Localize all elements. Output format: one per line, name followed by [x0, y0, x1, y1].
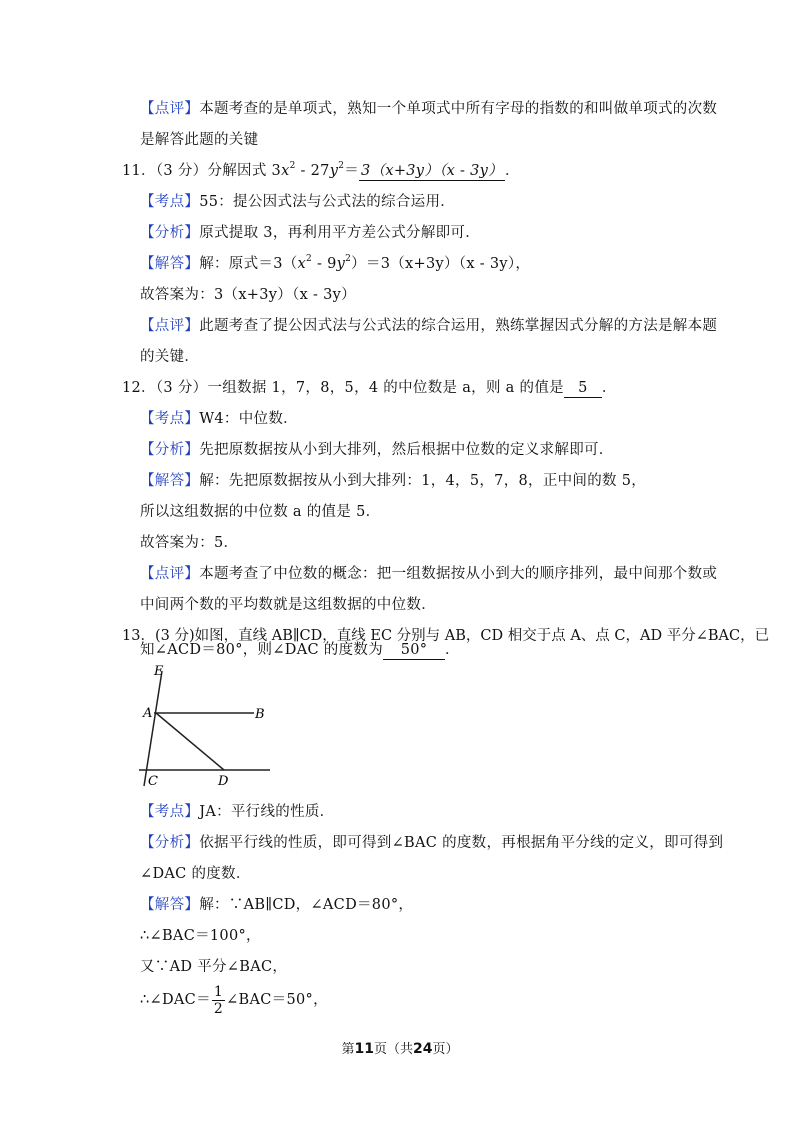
label-d: D: [218, 774, 229, 789]
jieda-tag: 【解答】: [140, 897, 200, 913]
q11-fenxi: 【分析】原式提取 3，再利用平方差公式分解即可．: [140, 225, 481, 241]
question-number: 11．: [122, 163, 156, 179]
fenxi-tag: 【分析】: [140, 442, 200, 458]
q11-dianping-2: 的关键．: [140, 349, 200, 365]
q12-jieda: 【解答】解：先把原数据按从小到大排列：1，4，5，7，8，正中间的数 5，: [140, 473, 647, 489]
answer-blank: 3（x+3y）（x - 3y）: [361, 163, 503, 179]
q12-fenxi: 【分析】先把原数据按从小到大排列，然后根据中位数的定义求解即可．: [140, 442, 614, 458]
q12-jieda-2: 所以这组数据的中位数 a 的值是 5．: [140, 504, 381, 520]
q10-comment-line1: [140, 99, 717, 119]
q12-dianping-2: 中间两个数的平均数就是这组数据的中位数．: [140, 597, 436, 613]
question-score: （3 分）: [155, 163, 208, 179]
fenxi-tag: 【分析】: [140, 835, 200, 851]
question-stem: 分解因式 $3x^2 - 27y^2=$: [207, 161, 360, 179]
question-score: （3 分）: [155, 380, 208, 396]
q11-answer-line: 故答案为：3（x+3y）（x - 3y）: [140, 287, 356, 303]
page-total: 24: [413, 1041, 433, 1057]
q11-jieda: 【解答】解：原式$=3(x^2 - 9y^2)=3(x+3y)(x - 3y)$，: [140, 254, 531, 272]
jieda-tag: 【解答】: [140, 473, 200, 489]
q12-stem: 12．（3 分）一组数据 1，7，8，5，4 的中位数是 a，则 a 的值是 5 ．: [122, 380, 617, 396]
q13-fenxi-2: ∠DAC 的度数．: [140, 866, 251, 882]
label-b: B: [255, 707, 265, 722]
dianping-tag: 【点评】: [140, 566, 200, 582]
kaodian-tag: 【考点】: [140, 194, 200, 210]
q12-dianping-1: 【点评】本题考查了中位数的概念：把一组数据按从小到大的顺序排列，最中间那个数或: [140, 566, 718, 582]
q11-kaodian: 【考点】55：提公因式法与公式法的综合运用．: [140, 194, 456, 210]
question-score: (3 分): [154, 628, 195, 644]
question-number: 12．: [122, 380, 156, 396]
q13-jieda-1: 【解答】解：∵AB∥CD，∠ACD＝80°，: [140, 897, 414, 913]
parallel-lines-figure: [134, 661, 274, 791]
page-footer: 第11页（共24页）: [341, 1041, 459, 1057]
q10-comment-line2: 是解答此题的关键: [140, 132, 259, 148]
kaodian-tag: 【考点】: [140, 411, 200, 427]
q11-dianping-1: 【点评】此题考查了提公因式法与公式法的综合运用，熟练掌握因式分解的方法是解本题: [140, 318, 718, 334]
jieda-tag: 【解答】: [140, 256, 200, 272]
q13-stem-2: 知∠ACD＝80°，则∠DAC 的度数为 50° ．: [140, 642, 460, 658]
q13-fenxi-1: 【分析】依据平行线的性质，即可得到∠BAC 的度数，再根据角平分线的定义，即可得到: [140, 835, 724, 851]
page-number: 11: [354, 1041, 374, 1057]
line-ec: [144, 671, 162, 786]
label-a: A: [143, 706, 153, 721]
question-stem: 如图，直线 AB∥CD，直线 EC 分别与 AB，CD 相交于点 A、点 C，AD 平分∠BAC，已: [194, 628, 770, 644]
q13-kaodian: 【考点】JA：平行线的性质．: [140, 804, 335, 820]
q12-answer-line: 故答案为：5．: [140, 535, 239, 551]
answer-blank: 50°: [383, 641, 445, 660]
comment-tag: 【点评】: [140, 101, 200, 117]
question-stem: 一组数据 1，7，8，5，4 的中位数是 a，则 a 的值是: [207, 380, 564, 396]
label-e: E: [154, 664, 164, 679]
q13-jieda-2: ∴∠BAC＝100°，: [140, 928, 261, 944]
answer-blank: 5: [564, 379, 602, 398]
question-number: 13．: [122, 628, 155, 644]
q12-kaodian: 【考点】W4：中位数．: [140, 411, 298, 427]
kaodian-tag: 【考点】: [140, 804, 200, 820]
line-ad: [156, 713, 224, 770]
comment-text: 本题考查的是单项式，熟知一个单项式中所有字母的指数的和叫做单项式的次数: [199, 101, 718, 117]
dianping-tag: 【点评】: [140, 318, 200, 334]
q13-jieda-3: 又∵AD 平分∠BAC，: [140, 959, 288, 975]
fraction-one-half: $\frac{1}{2}$: [213, 983, 224, 1017]
q13-jieda-4: ∴∠DAC＝ $\frac{1}{2}$ ∠BAC＝50°，: [140, 983, 328, 1017]
label-c: C: [148, 774, 158, 789]
q11-stem: 11．（3 分）分解因式 $3x^2 - 27y^2= 3(x+3y)(x - 3y)$ ．: [122, 161, 520, 179]
fenxi-tag: 【分析】: [140, 225, 200, 241]
